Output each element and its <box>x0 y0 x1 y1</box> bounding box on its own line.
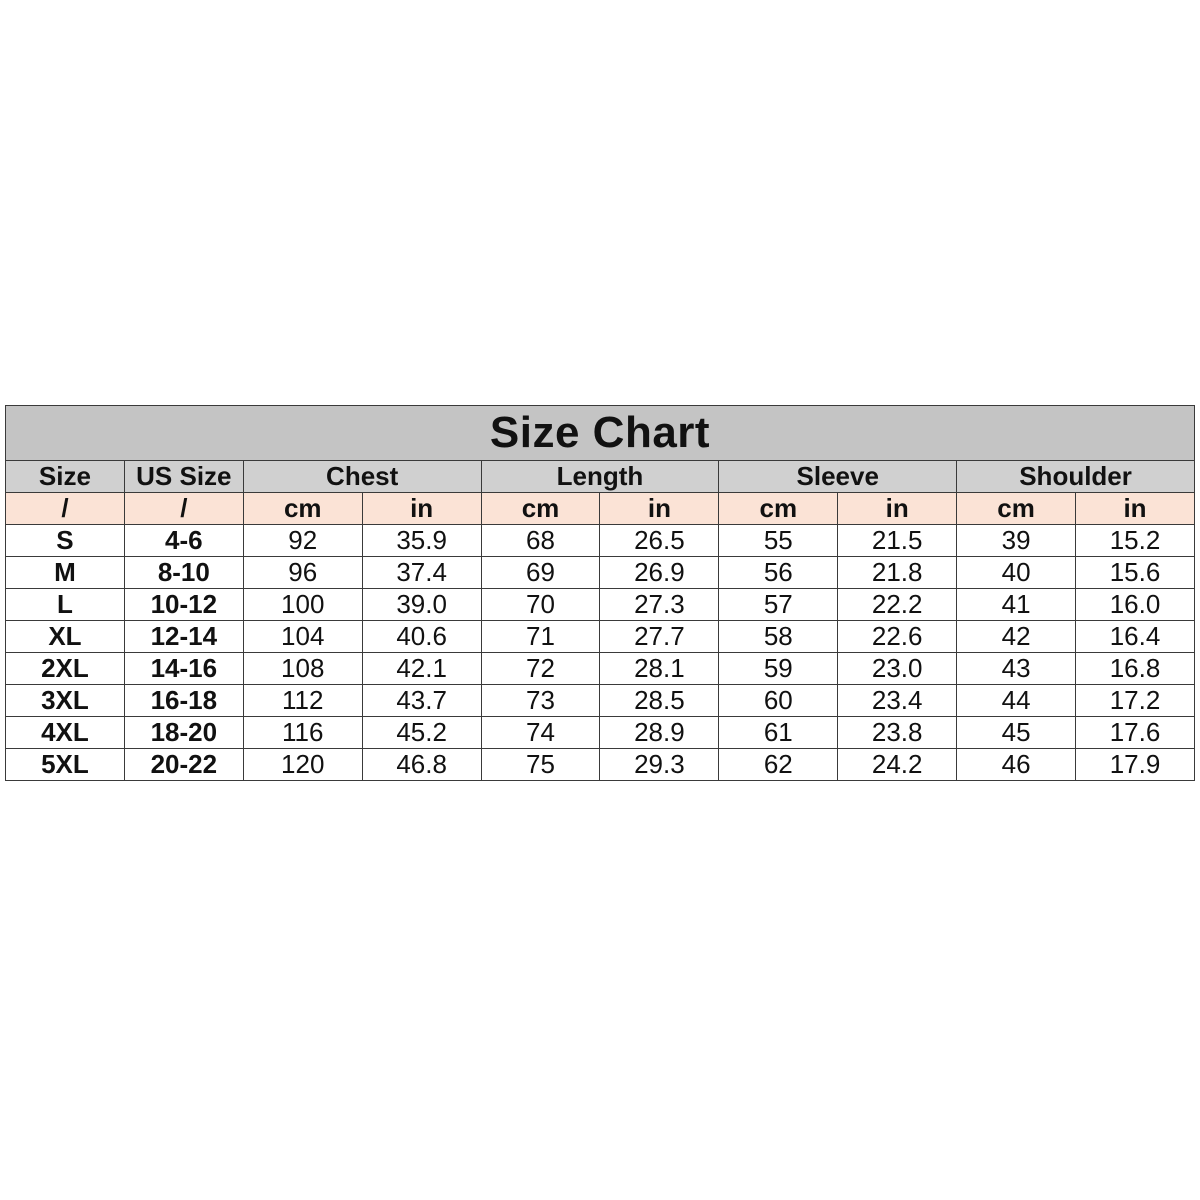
unit-shoulder-cm: cm <box>957 493 1076 525</box>
cell-chest-in: 37.4 <box>362 557 481 589</box>
cell-length-in: 28.1 <box>600 653 719 685</box>
cell-chest-cm: 100 <box>243 589 362 621</box>
cell-shoulder-cm: 39 <box>957 525 1076 557</box>
table-row <box>6 717 1195 749</box>
cell-sleeve-in: 23.4 <box>838 685 957 717</box>
cell-size: L <box>6 589 125 621</box>
cell-sleeve-in: 22.2 <box>838 589 957 621</box>
cell-length-cm: 72 <box>481 653 600 685</box>
header-us-size: US Size <box>124 461 243 493</box>
unit-length-in: in <box>600 493 719 525</box>
cell-chest-in: 43.7 <box>362 685 481 717</box>
cell-chest-in: 39.0 <box>362 589 481 621</box>
cell-shoulder-cm: 40 <box>957 557 1076 589</box>
cell-chest-cm: 116 <box>243 717 362 749</box>
chart-title: Size Chart <box>6 406 1195 461</box>
cell-length-cm: 74 <box>481 717 600 749</box>
header-chest: Chest <box>243 461 481 493</box>
header-length: Length <box>481 461 719 493</box>
cell-chest-cm: 112 <box>243 685 362 717</box>
cell-length-cm: 75 <box>481 749 600 781</box>
cell-length-cm: 71 <box>481 621 600 653</box>
header-size: Size <box>6 461 125 493</box>
cell-sleeve-cm: 56 <box>719 557 838 589</box>
cell-sleeve-in: 22.6 <box>838 621 957 653</box>
unit-chest-cm: cm <box>243 493 362 525</box>
cell-sleeve-cm: 59 <box>719 653 838 685</box>
unit-size: / <box>6 493 125 525</box>
cell-shoulder-cm: 44 <box>957 685 1076 717</box>
cell-chest-cm: 120 <box>243 749 362 781</box>
cell-us-size: 16-18 <box>124 685 243 717</box>
cell-chest-in: 46.8 <box>362 749 481 781</box>
cell-length-in: 28.5 <box>600 685 719 717</box>
cell-length-in: 26.5 <box>600 525 719 557</box>
table-row <box>6 685 1195 717</box>
cell-shoulder-cm: 42 <box>957 621 1076 653</box>
unit-sleeve-cm: cm <box>719 493 838 525</box>
cell-size: S <box>6 525 125 557</box>
table-row <box>6 589 1195 621</box>
size-chart-body <box>6 525 1195 781</box>
table-row <box>6 653 1195 685</box>
unit-row <box>6 493 1195 525</box>
size-chart-table <box>5 405 1195 781</box>
cell-us-size: 14-16 <box>124 653 243 685</box>
unit-length-cm: cm <box>481 493 600 525</box>
cell-shoulder-cm: 41 <box>957 589 1076 621</box>
cell-sleeve-cm: 58 <box>719 621 838 653</box>
cell-shoulder-cm: 45 <box>957 717 1076 749</box>
cell-length-cm: 68 <box>481 525 600 557</box>
cell-sleeve-cm: 60 <box>719 685 838 717</box>
cell-sleeve-cm: 57 <box>719 589 838 621</box>
cell-us-size: 12-14 <box>124 621 243 653</box>
cell-size: M <box>6 557 125 589</box>
cell-shoulder-in: 17.6 <box>1076 717 1195 749</box>
cell-sleeve-in: 21.8 <box>838 557 957 589</box>
cell-chest-cm: 96 <box>243 557 362 589</box>
cell-shoulder-cm: 43 <box>957 653 1076 685</box>
header-shoulder: Shoulder <box>957 461 1195 493</box>
cell-size: 5XL <box>6 749 125 781</box>
cell-sleeve-in: 23.8 <box>838 717 957 749</box>
cell-length-in: 29.3 <box>600 749 719 781</box>
cell-shoulder-in: 17.2 <box>1076 685 1195 717</box>
cell-size: XL <box>6 621 125 653</box>
cell-size: 3XL <box>6 685 125 717</box>
cell-us-size: 10-12 <box>124 589 243 621</box>
cell-chest-in: 45.2 <box>362 717 481 749</box>
cell-us-size: 4-6 <box>124 525 243 557</box>
cell-shoulder-cm: 46 <box>957 749 1076 781</box>
cell-length-in: 27.7 <box>600 621 719 653</box>
cell-sleeve-cm: 55 <box>719 525 838 557</box>
cell-shoulder-in: 15.6 <box>1076 557 1195 589</box>
table-row <box>6 621 1195 653</box>
column-header-row <box>6 461 1195 493</box>
cell-shoulder-in: 16.8 <box>1076 653 1195 685</box>
table-row <box>6 557 1195 589</box>
cell-chest-cm: 104 <box>243 621 362 653</box>
cell-shoulder-in: 17.9 <box>1076 749 1195 781</box>
cell-sleeve-cm: 61 <box>719 717 838 749</box>
cell-length-in: 28.9 <box>600 717 719 749</box>
cell-shoulder-in: 15.2 <box>1076 525 1195 557</box>
cell-chest-in: 35.9 <box>362 525 481 557</box>
cell-length-cm: 69 <box>481 557 600 589</box>
header-sleeve: Sleeve <box>719 461 957 493</box>
title-row <box>6 406 1195 461</box>
cell-length-cm: 73 <box>481 685 600 717</box>
table-row <box>6 749 1195 781</box>
cell-us-size: 8-10 <box>124 557 243 589</box>
cell-shoulder-in: 16.0 <box>1076 589 1195 621</box>
cell-sleeve-in: 21.5 <box>838 525 957 557</box>
size-chart-header <box>6 406 1195 525</box>
unit-chest-in: in <box>362 493 481 525</box>
cell-chest-in: 42.1 <box>362 653 481 685</box>
cell-length-in: 26.9 <box>600 557 719 589</box>
cell-shoulder-in: 16.4 <box>1076 621 1195 653</box>
unit-us-size: / <box>124 493 243 525</box>
cell-length-in: 27.3 <box>600 589 719 621</box>
cell-us-size: 20-22 <box>124 749 243 781</box>
cell-sleeve-in: 24.2 <box>838 749 957 781</box>
cell-length-cm: 70 <box>481 589 600 621</box>
cell-size: 4XL <box>6 717 125 749</box>
cell-sleeve-cm: 62 <box>719 749 838 781</box>
cell-us-size: 18-20 <box>124 717 243 749</box>
unit-shoulder-in: in <box>1076 493 1195 525</box>
cell-chest-cm: 92 <box>243 525 362 557</box>
cell-chest-in: 40.6 <box>362 621 481 653</box>
cell-size: 2XL <box>6 653 125 685</box>
cell-sleeve-in: 23.0 <box>838 653 957 685</box>
unit-sleeve-in: in <box>838 493 957 525</box>
table-row <box>6 525 1195 557</box>
cell-chest-cm: 108 <box>243 653 362 685</box>
